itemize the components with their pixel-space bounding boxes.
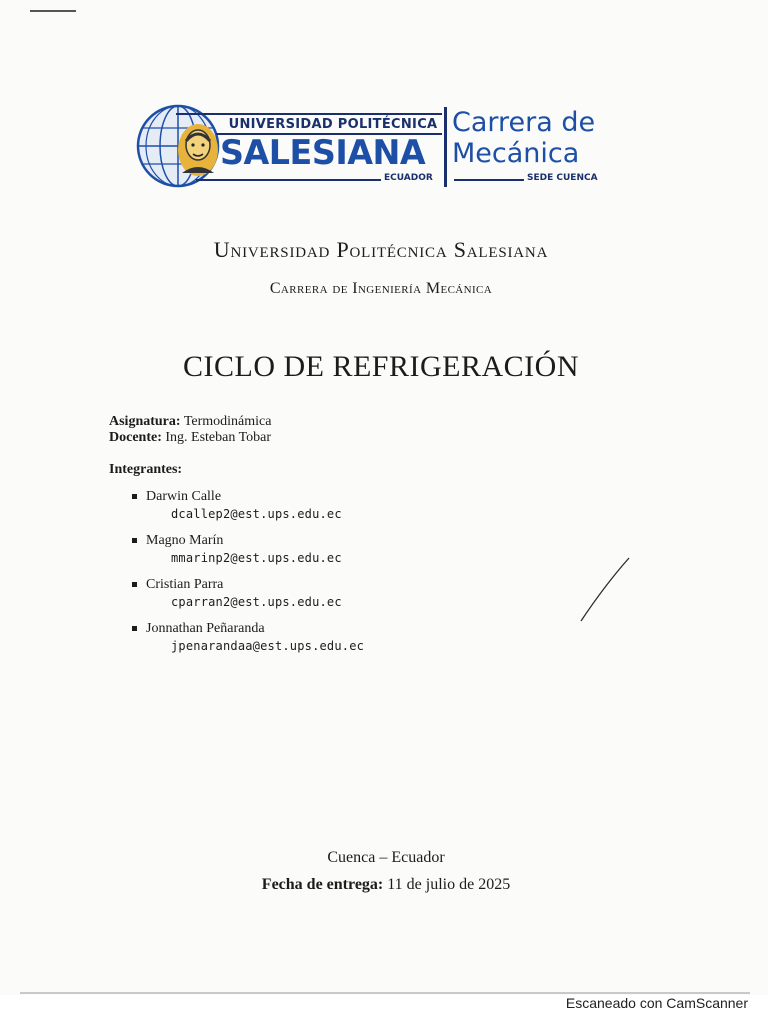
logo-rule-top [176,113,442,115]
teacher-value: Ing. Esteban Tobar [165,430,272,445]
logo-country: ECUADOR [384,173,433,183]
scanner-watermark: Escaneado con CamScanner [565,995,748,1011]
member-email: jpenarandaa@est.ups.edu.ec [171,639,365,653]
member-name: Darwin Calle [146,489,222,504]
logo-divider [444,107,447,187]
logo-rule-bottom [196,179,381,181]
member-name: Cristian Parra [146,577,224,592]
subject-value: Termodinámica [183,414,272,429]
portrait-icon [178,124,218,176]
subject-line [109,414,271,430]
bullet-icon [132,494,137,499]
member-name: Magno Marín [146,533,224,548]
teacher-label: Docente: [109,430,162,445]
member-name: Jonnathan Peñaranda [146,621,265,636]
document-title: CICLO DE REFRIGERACIÓN [182,350,579,383]
logo-program-line2: Mecánica [452,138,580,169]
bullet-icon [132,538,137,543]
member-email: dcallep2@est.ups.edu.ec [171,507,342,521]
member-email: cparran2@est.ups.edu.ec [171,595,342,609]
logo-campus: SEDE CUENCA [527,173,598,183]
logo-program [452,107,595,169]
members-heading: Integrantes: [109,462,183,477]
logo-rule-campus [454,179,524,181]
logo-wordmark: SALESIANA [220,133,426,173]
location: Cuenca – Ecuador [327,849,445,866]
delivery-date-label: Fecha de entrega: [261,876,384,893]
subject-label: Asignatura: [109,414,181,429]
pen-stroke-mark [575,555,635,625]
globe-icon [136,103,228,189]
delivery-date-line [0,876,768,894]
member-email: mmarinp2@est.ups.edu.ec [171,551,342,565]
delivery-date-value: 11 de julio de 2025 [387,876,511,893]
university-name: Universidad Politécnica Salesiana [213,237,549,262]
university-logo [136,103,626,193]
teacher-line [109,430,271,446]
bullet-icon [132,626,137,631]
logo-program-line1: Carrera de [452,107,596,138]
corner-mark [30,10,76,12]
logo-university-line: UNIVERSIDAD POLITÉCNICA [228,117,438,132]
bullet-icon [132,582,137,587]
scan-edge [20,992,750,994]
career-name: Carrera de Ingeniería Mecánica [269,280,493,297]
